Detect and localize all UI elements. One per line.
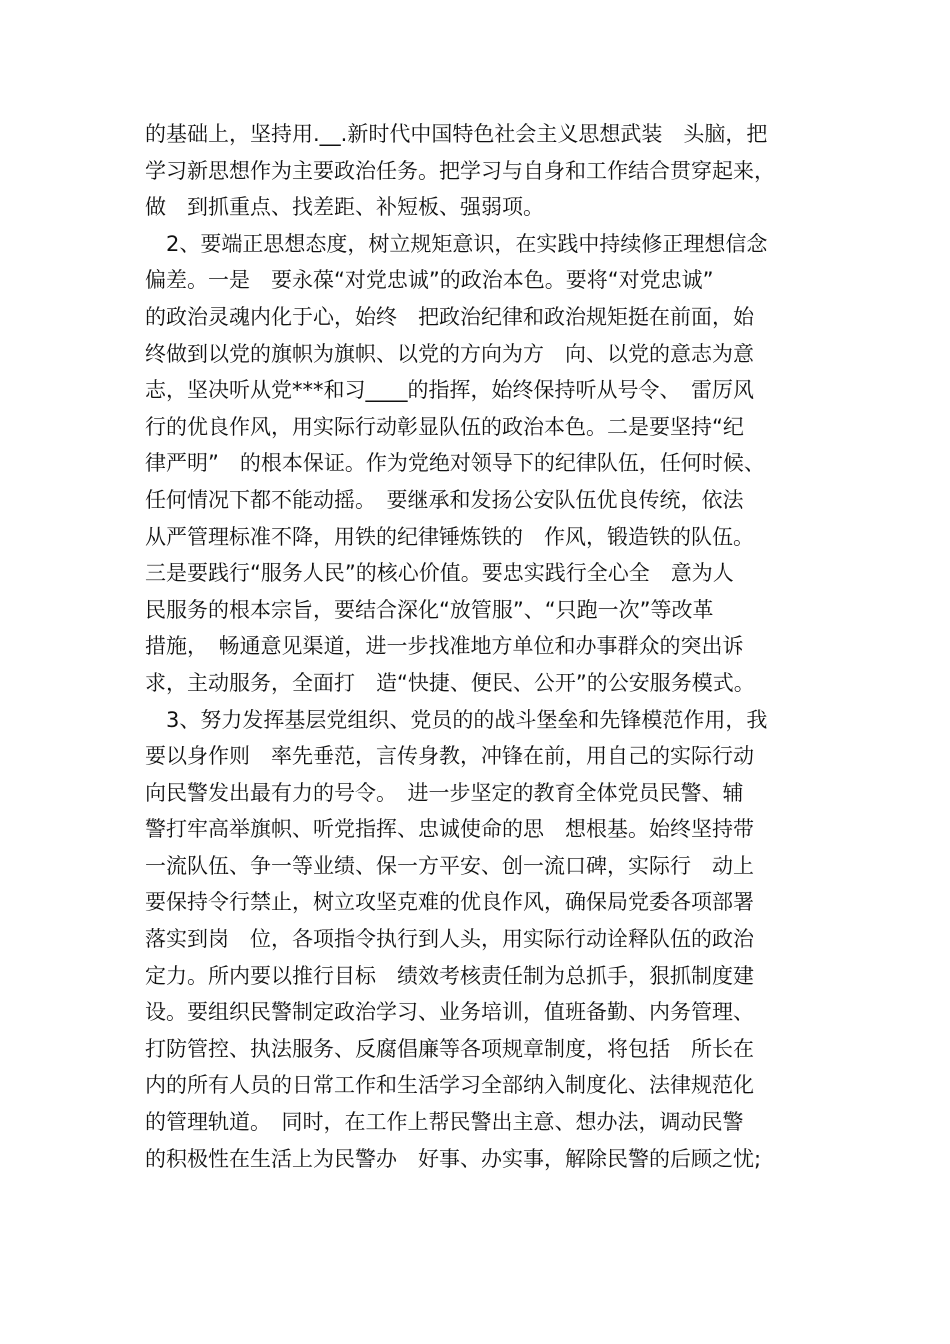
text-line: 落实到岗 位，各项指令执行到人头，用实际行动诠释队伍的政治 xyxy=(145,927,754,952)
text-line: 民服务的根本宗旨，要结合深化“放管服”、“只跑一次”等改革 xyxy=(145,597,714,622)
text-line: 定力。所内要以推行目标 绩效考核责任制为总抓手，狠抓制度建 xyxy=(145,963,754,988)
text-line: 终做到以党的旗帜为旗帜、以党的方向为方 向、以党的意志为意 xyxy=(145,341,754,366)
text-line: 求，主动服务，全面打 造“快捷、便民、公开”的公安服务模式。 xyxy=(145,670,755,695)
text-line: 设。要组织民警制定政治学习、业务培训，值班备勤、内务管理、 xyxy=(145,1000,754,1025)
text-line: 行的优良作风，用实际行动彰显队伍的政治本色。二是要坚持“纪 xyxy=(145,414,744,439)
text-line: 的管理轨道。 同时，在工作上帮民警出主意、想办法，调动民警 xyxy=(145,1110,744,1135)
text-line: 的政治灵魂内化于心，始终 把政治纪律和政治规矩挺在前面，始 xyxy=(145,304,754,329)
text-line: 向民警发出最有力的号令。 进一步坚定的教育全体党员民警、辅 xyxy=(145,780,744,805)
text-line: 律严明” 的根本保证。作为党绝对领导下的纪律队伍，任何时候、 xyxy=(145,451,765,476)
text-line: 措施， 畅通意见渠道，进一步找准地方单位和办事群众的突出诉 xyxy=(145,634,744,659)
text-line: 做 到抓重点、找差距、补短板、强弱项。 xyxy=(145,195,544,220)
text-line: 任何情况下都不能动摇。 要继承和发扬公安队伍优良传统，依法 xyxy=(145,487,744,512)
text-line: 要以身作则 率先垂范，言传身教，冲锋在前，用自己的实际行动 xyxy=(145,744,754,769)
text-line: 要保持令行禁止，树立攻坚克难的优良作风，确保局党委各项部署 xyxy=(145,890,754,915)
text-line: 三是要践行“服务人民”的核心价值。要忠实践行全心全 意为人 xyxy=(145,561,734,586)
text-line: 学习新思想作为主要政治任务。把学习与自身和工作结合贯穿起来， xyxy=(145,158,775,183)
text-line: 的基础上，坚持用.__.新时代中国特色社会主义思想武装 头脑，把 xyxy=(145,122,768,146)
body-text xyxy=(145,116,825,1177)
text-line: 打防管控、执法服务、反腐倡廉等各项规章制度，将包括 所长在 xyxy=(145,1036,754,1061)
text-line: 一流队伍、争一等业绩、保一方平安、创一流口碑，实际行 动上 xyxy=(145,853,754,878)
text-line: 3、努力发挥基层党组织、党员的的战斗堡垒和先锋模范作用，我 xyxy=(166,707,768,732)
text-line: 偏差。一是 要永葆“对党忠诚”的政治本色。要将“对党忠诚” xyxy=(145,268,714,293)
text-line: 内的所有人员的日常工作和生活学习全部纳入制度化、法律规范化 xyxy=(145,1073,754,1098)
text-line: 2、要端正思想态度，树立规矩意识，在实践中持续修正理想信念 xyxy=(166,231,768,256)
text-line: 警打牢高举旗帜、听党指挥、忠诚使命的思 想根基。始终坚持带 xyxy=(145,817,754,842)
text-line: 志，坚决听从党***和习____的指挥，始终保持听从号令、 雷厉风 xyxy=(145,378,754,403)
text-line: 从严管理标准不降，用铁的纪律锤炼铁的 作风，锻造铁的队伍。 xyxy=(145,524,754,549)
text-line: 的积极性在生活上为民警办 好事、办实事，解除民警的后顾之忧; xyxy=(145,1146,762,1171)
